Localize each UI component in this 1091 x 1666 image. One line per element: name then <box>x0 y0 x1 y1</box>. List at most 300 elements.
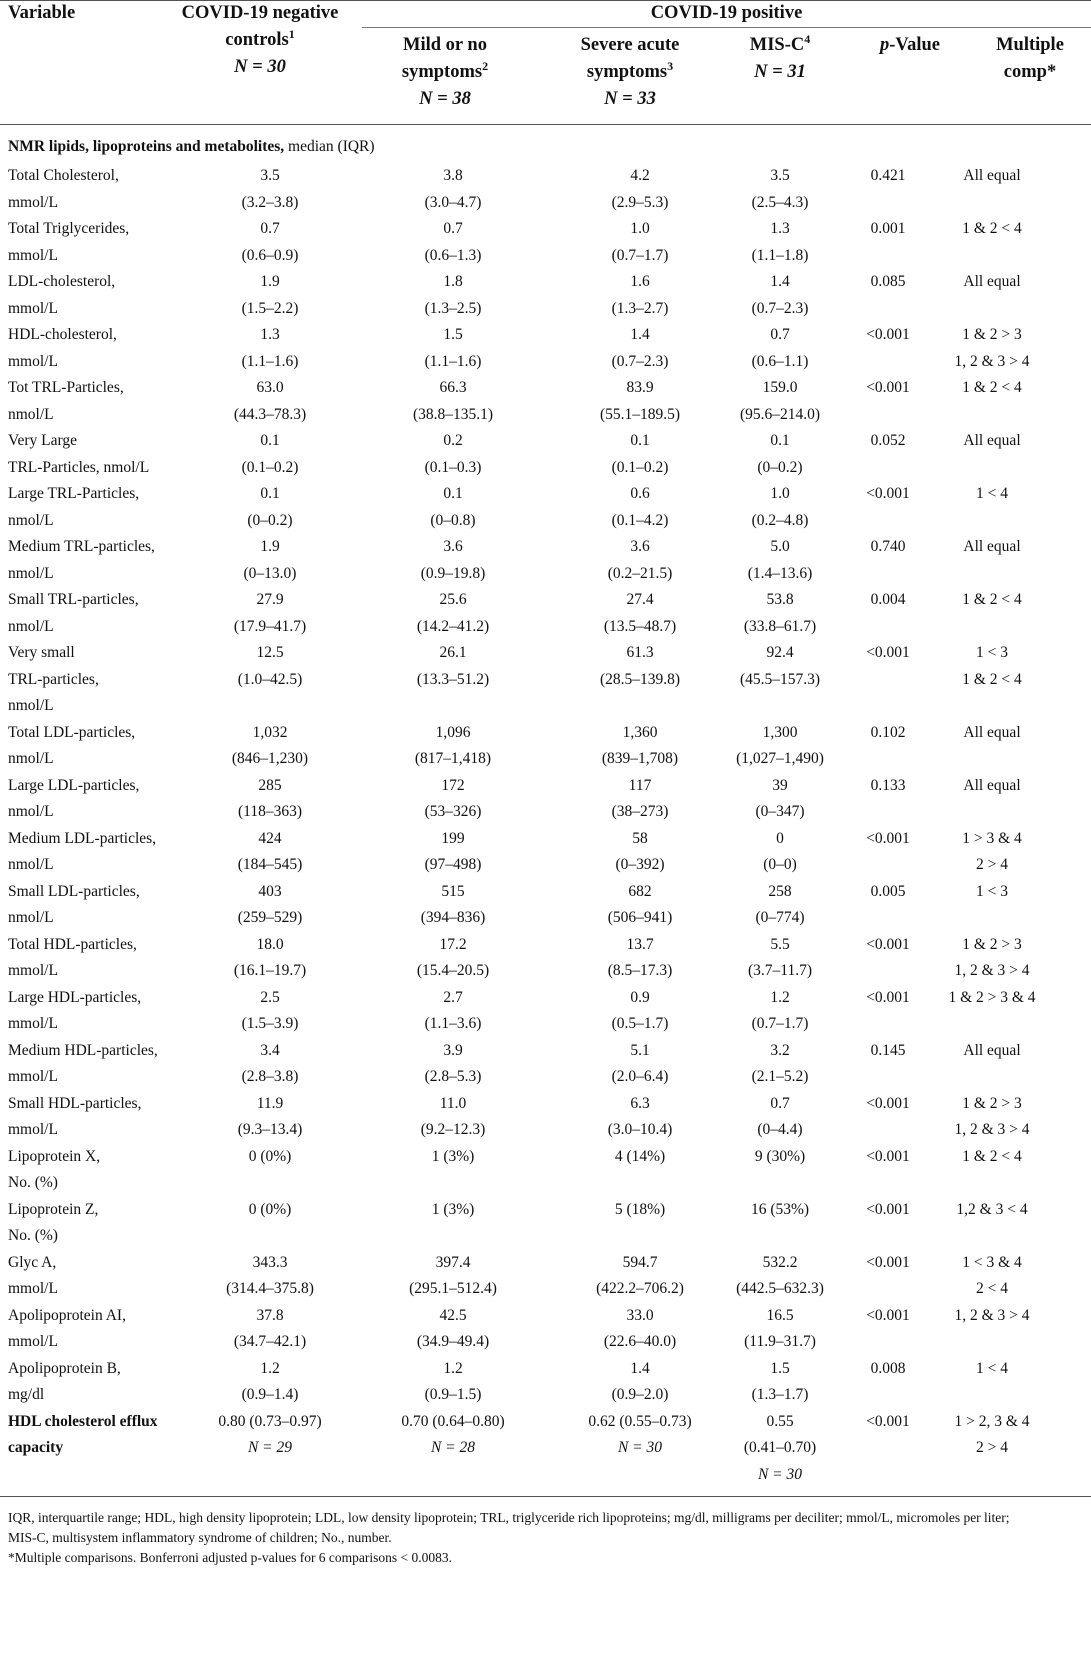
header-misc-sup: 4 <box>804 32 811 46</box>
header-severe-line1: Severe acute <box>580 35 680 55</box>
row-label: Total Triglycerides, <box>8 220 130 237</box>
row-iqr: (16.1–19.7) <box>233 962 307 979</box>
row-pvalue: <0.001 <box>866 1253 910 1271</box>
row-pvalue: 0.008 <box>870 1359 906 1377</box>
row-iqr: (53–326) <box>424 803 482 820</box>
row-median: 16 (53%) <box>750 1200 810 1218</box>
row-iqr: (22.6–40.0) <box>603 1333 677 1350</box>
row-unit: TRL-particles, <box>8 670 99 688</box>
header-negative-line2 <box>150 27 370 54</box>
row-iqr: (259–529) <box>237 909 303 926</box>
row-unit: nmol/L <box>8 750 54 767</box>
row-multiple-comp: 1 & 2 > 3 & 4 <box>948 988 1036 1006</box>
efflux-n: N = 30 <box>757 1465 803 1483</box>
row-iqr: (817–1,418) <box>414 750 492 767</box>
row-iqr: (9.2–12.3) <box>420 1121 486 1138</box>
header-severe <box>540 32 720 113</box>
row-median: 16.5 <box>766 1306 794 1324</box>
efflux-value: 0.55 <box>766 1412 794 1430</box>
row-iqr: (9.3–13.4) <box>237 1121 303 1138</box>
row-multiple-comp: 1 & 2 < 4 <box>962 220 1022 237</box>
row-multiple-comp: All equal <box>963 432 1021 449</box>
row-iqr: (0.9–1.4) <box>241 1386 299 1403</box>
efflux-n: N = 30 <box>617 1439 663 1456</box>
header-negative-sup: 1 <box>288 27 295 41</box>
row-iqr: (2.5–4.3) <box>751 193 809 211</box>
footnote-multiple-comparisons: *Multiple comparisons. Bonferroni adjusted p-values for 6 comparisons < 0.0083. <box>8 1550 453 1565</box>
row-iqr: (2.9–5.3) <box>611 193 669 211</box>
row-median: 0.7 <box>770 326 790 343</box>
efflux-n: N = 29 <box>247 1439 293 1456</box>
row-multiple-comp-2: 1 & 2 < 4 <box>962 670 1022 688</box>
row-median: 3.4 <box>260 1041 280 1059</box>
row-median: 27.4 <box>626 591 654 608</box>
row-pvalue: 0.133 <box>870 776 906 794</box>
row-multiple-comp: All equal <box>963 167 1021 184</box>
row-median: 2.7 <box>443 988 463 1006</box>
row-median: 1,360 <box>622 723 658 741</box>
row-median: 258 <box>768 882 792 900</box>
row-label: Total HDL-particles, <box>8 935 137 953</box>
row-iqr: (28.5–139.8) <box>599 670 681 688</box>
row-iqr: (0.7–2.3) <box>611 352 669 370</box>
row-unit: mmol/L <box>8 1280 58 1297</box>
row-iqr: (0.1–0.3) <box>424 458 482 476</box>
row-iqr: (0.9–1.5) <box>424 1386 482 1403</box>
efflux-multiple-comp: 1 > 2, 3 & 4 <box>954 1412 1030 1430</box>
row-median: 42.5 <box>439 1306 467 1324</box>
section-title <box>8 138 375 155</box>
row-label: Medium LDL-particles, <box>8 829 157 847</box>
efflux-iqr: (0.41–0.70) <box>743 1439 817 1456</box>
header-bottom-rule <box>0 124 1091 125</box>
row-median: 63.0 <box>256 379 284 396</box>
header-severe-n: N = 33 <box>604 89 656 109</box>
row-median: 0 (0%) <box>248 1200 292 1218</box>
row-median: 682 <box>628 882 652 900</box>
row-iqr: (3.7–11.7) <box>748 962 812 979</box>
row-label: Glyc A, <box>8 1253 57 1271</box>
efflux-value: 0.80 (0.73–0.97) <box>218 1412 322 1430</box>
row-label: Very Large <box>8 432 78 449</box>
row-median: 0.1 <box>630 432 650 449</box>
row-multiple-comp-2: 1, 2 & 3 > 4 <box>954 1121 1030 1138</box>
row-median: 199 <box>441 829 465 847</box>
row-label: Large HDL-particles, <box>8 988 142 1006</box>
header-severe-text: symptoms <box>586 62 668 82</box>
efflux-n: N = 28 <box>430 1439 476 1456</box>
row-pvalue: <0.001 <box>866 988 910 1006</box>
row-iqr: (2.0–6.4) <box>611 1068 669 1085</box>
row-iqr: (1.1–1.8) <box>751 246 809 264</box>
row-median: 1,032 <box>252 723 288 741</box>
row-unit: mmol/L <box>8 246 58 264</box>
row-median: 3.5 <box>770 167 790 184</box>
row-median: 1.6 <box>630 273 650 290</box>
row-unit: mg/dl <box>8 1386 45 1403</box>
row-iqr: (0.7–1.7) <box>751 1015 809 1032</box>
row-multiple-comp: 1 & 2 < 4 <box>962 1147 1022 1165</box>
header-negative-n: N = 30 <box>234 57 286 77</box>
row-median: 4 (14%) <box>614 1147 666 1165</box>
row-iqr: (0–13.0) <box>243 564 297 582</box>
row-iqr: (14.2–41.2) <box>416 617 490 635</box>
row-label: Total LDL-particles, <box>8 723 136 741</box>
row-iqr: (44.3–78.3) <box>233 405 307 423</box>
footnote-abbreviations-1: IQR, interquartile range; HDL, high density lipoprotein; LDL, low density lipoprotein; TRL, triglyceride rich lipoproteins; mg/dl, milligrams per deciliter; mmol/L, micromoles per liter; <box>8 1510 1010 1525</box>
row-iqr: (38.8–135.1) <box>412 405 494 423</box>
row-iqr: (45.5–157.3) <box>739 670 821 688</box>
row-median: 3.5 <box>260 167 280 184</box>
row-iqr: (442.5–632.3) <box>736 1280 824 1297</box>
row-median: 1.5 <box>443 326 463 343</box>
row-iqr: (0.2–4.8) <box>751 511 809 529</box>
row-multiple-comp-2: 1, 2 & 3 > 4 <box>954 962 1030 979</box>
row-median: 1.4 <box>630 1359 650 1377</box>
row-iqr: (1.4–13.6) <box>747 564 813 582</box>
row-iqr: (846–1,230) <box>231 750 309 767</box>
header-negative-controls <box>150 0 370 81</box>
row-pvalue: <0.001 <box>866 326 910 343</box>
row-iqr: (0–0) <box>763 856 797 873</box>
row-median: 3.8 <box>443 167 463 184</box>
row-pvalue: <0.001 <box>866 1094 910 1112</box>
row-iqr: (0–774) <box>755 909 805 926</box>
row-multiple-comp: 1 < 3 <box>976 882 1008 900</box>
row-median: 3.9 <box>443 1041 463 1059</box>
row-pvalue: 0.004 <box>870 591 906 608</box>
row-median: 5.0 <box>770 538 790 555</box>
row-iqr: (34.9–49.4) <box>416 1333 490 1350</box>
row-median: 3.6 <box>630 538 650 555</box>
row-median: 83.9 <box>626 379 654 396</box>
row-iqr: (1.1–1.6) <box>424 352 482 370</box>
header-mild-line1: Mild or no <box>403 35 487 55</box>
row-iqr: (1.5–3.9) <box>241 1015 299 1032</box>
row-iqr: (0.5–1.7) <box>611 1015 669 1032</box>
row-unit: mmol/L <box>8 962 58 979</box>
header-misc-text: MIS-C <box>749 35 805 55</box>
row-iqr: (839–1,708) <box>601 750 679 767</box>
row-unit: TRL-Particles, nmol/L <box>8 458 150 476</box>
row-iqr: (1.1–3.6) <box>424 1015 482 1032</box>
row-label: Very small <box>8 644 75 661</box>
row-unit: mmol/L <box>8 1015 58 1032</box>
row-iqr: (0.6–0.9) <box>241 246 299 264</box>
row-pvalue: 0.102 <box>870 723 906 741</box>
row-median: 33.0 <box>626 1306 654 1324</box>
row-iqr: (422.2–706.2) <box>596 1280 684 1297</box>
row-median: 1.3 <box>770 220 790 237</box>
row-iqr: (1.1–1.6) <box>241 352 299 370</box>
row-median: 117 <box>628 776 652 794</box>
row-median: 3.6 <box>443 538 463 555</box>
row-label: Apolipoprotein AI, <box>8 1306 126 1324</box>
row-median: 92.4 <box>766 644 794 661</box>
row-pvalue: 0.005 <box>870 882 906 900</box>
header-covid-positive: COVID-19 positive <box>650 3 803 23</box>
row-median: 5.5 <box>770 935 790 953</box>
row-unit: No. (%) <box>8 1227 58 1244</box>
header-multi-line1: Multiple <box>996 35 1064 55</box>
header-mild-sup: 2 <box>482 59 489 73</box>
row-multiple-comp-2: 2 < 4 <box>976 1280 1008 1297</box>
row-iqr: (0.9–19.8) <box>420 564 486 582</box>
row-iqr: (0.2–21.5) <box>607 564 673 582</box>
row-label: Large LDL-particles, <box>8 776 140 794</box>
efflux-label: HDL cholesterol efflux <box>8 1412 158 1430</box>
row-label: Lipoprotein Z, <box>8 1200 99 1218</box>
footnote-abbreviations-2: MIS-C, multisystem inflammatory syndrome of children; No., number. <box>8 1530 392 1545</box>
row-multiple-comp: All equal <box>963 1041 1021 1059</box>
row-median: 0.7 <box>260 220 280 237</box>
header-pvalue-p: p <box>880 35 890 55</box>
row-multiple-comp: All equal <box>963 538 1021 555</box>
row-median: 13.7 <box>626 935 654 953</box>
efflux-value: 0.62 (0.55–0.73) <box>588 1412 692 1430</box>
row-pvalue: <0.001 <box>866 829 910 847</box>
row-iqr: (2.1–5.2) <box>751 1068 809 1085</box>
row-iqr: (1.5–2.2) <box>241 299 299 317</box>
row-label: LDL-cholesterol, <box>8 273 116 290</box>
row-label: Medium HDL-particles, <box>8 1041 158 1059</box>
header-mild <box>355 32 535 113</box>
row-median: 18.0 <box>256 935 284 953</box>
row-median: 37.8 <box>256 1306 284 1324</box>
row-multiple-comp: All equal <box>963 776 1021 794</box>
positive-group-rule <box>362 27 1091 28</box>
row-pvalue: 0.001 <box>870 220 906 237</box>
row-iqr: (8.5–17.3) <box>607 962 673 979</box>
row-iqr: (295.1–512.4) <box>409 1280 497 1297</box>
row-unit: mmol/L <box>8 1333 58 1350</box>
row-iqr: (13.3–51.2) <box>416 670 490 688</box>
row-iqr: (0.7–1.7) <box>611 246 669 264</box>
row-median: 27.9 <box>256 591 284 608</box>
header-mild-text: symptoms <box>401 62 483 82</box>
row-median: 1.2 <box>443 1359 463 1377</box>
row-label: Tot TRL-Particles, <box>8 379 124 396</box>
row-median: 11.9 <box>256 1094 284 1112</box>
row-iqr: (0–0.8) <box>430 511 476 529</box>
row-multiple-comp: 1 & 2 < 4 <box>962 591 1022 608</box>
row-multiple-comp: 1, 2 & 3 > 4 <box>954 1306 1030 1324</box>
row-median: 0.1 <box>770 432 790 449</box>
row-iqr: (314.4–375.8) <box>226 1280 314 1297</box>
header-misc-n: N = 31 <box>754 62 806 82</box>
row-median: 1 (3%) <box>431 1200 475 1218</box>
row-iqr: (17.9–41.7) <box>233 617 307 635</box>
row-iqr: (0.1–4.2) <box>611 511 669 529</box>
row-iqr: (506–941) <box>607 909 673 926</box>
row-label: Small HDL-particles, <box>8 1094 142 1112</box>
row-iqr: (184–545) <box>237 856 303 873</box>
row-iqr: (0.6–1.3) <box>424 246 482 264</box>
row-median: 515 <box>441 882 465 900</box>
row-median: 9 (30%) <box>754 1147 806 1165</box>
header-negative-text: controls <box>225 30 289 50</box>
row-iqr: (2.8–5.3) <box>424 1068 482 1085</box>
row-median: 0 <box>776 829 784 847</box>
row-pvalue: 0.052 <box>870 432 906 449</box>
row-iqr: (33.8–61.7) <box>743 617 817 635</box>
header-misc <box>710 32 850 86</box>
header-pvalue-rest: -Value <box>889 35 940 55</box>
row-unit: nmol/L <box>8 803 54 820</box>
row-iqr: (13.5–48.7) <box>603 617 677 635</box>
row-unit: nmol/L <box>8 909 54 926</box>
row-iqr: (0–392) <box>615 856 665 873</box>
row-median: 66.3 <box>439 379 467 396</box>
row-label: Total Cholesterol, <box>8 167 119 184</box>
row-iqr: (2.8–3.8) <box>241 1068 299 1085</box>
row-iqr: (0–347) <box>755 803 805 820</box>
row-pvalue: <0.001 <box>866 1147 910 1165</box>
row-median: 3.2 <box>770 1041 790 1059</box>
row-median: 25.6 <box>439 591 467 608</box>
row-median: 0.7 <box>770 1094 790 1112</box>
row-iqr: (38–273) <box>611 803 669 820</box>
header-severe-sup: 3 <box>667 59 674 73</box>
row-multiple-comp-2: 1, 2 & 3 > 4 <box>954 352 1030 370</box>
row-median: 1.3 <box>260 326 280 343</box>
row-label: Small LDL-particles, <box>8 882 140 900</box>
row-median: 1.2 <box>260 1359 280 1377</box>
row-pvalue: <0.001 <box>866 485 910 502</box>
row-label: Lipoprotein X, <box>8 1147 101 1165</box>
row-unit: mmol/L <box>8 352 58 370</box>
row-unit: mmol/L <box>8 1121 58 1138</box>
header-multiple-comp <box>975 32 1085 86</box>
row-multiple-comp: 1 < 4 <box>976 485 1008 502</box>
row-iqr: (15.4–20.5) <box>416 962 490 979</box>
row-pvalue: <0.001 <box>866 379 910 396</box>
row-iqr: (0–0.2) <box>247 511 293 529</box>
row-pvalue: 0.421 <box>870 167 906 184</box>
row-multiple-comp: 1,2 & 3 < 4 <box>956 1200 1028 1218</box>
header-mild-n: N = 38 <box>419 89 471 109</box>
row-median: 403 <box>258 882 282 900</box>
row-iqr: (34.7–42.1) <box>233 1333 307 1350</box>
row-median: 5 (18%) <box>614 1200 666 1218</box>
row-iqr: (0.1–0.2) <box>241 458 299 476</box>
row-pvalue: 0.145 <box>870 1041 906 1059</box>
row-median: 424 <box>258 829 282 847</box>
row-unit: No. (%) <box>8 1174 58 1191</box>
row-median: 0.1 <box>260 485 280 502</box>
row-median: 26.1 <box>439 644 467 661</box>
row-iqr: (394–836) <box>420 909 486 926</box>
row-pvalue: <0.001 <box>866 1200 910 1218</box>
row-median: 1.8 <box>443 273 463 290</box>
row-iqr: (118–363) <box>238 803 302 820</box>
row-label: Small TRL-particles, <box>8 591 139 608</box>
section-title-rest: median (IQR) <box>284 138 375 155</box>
row-iqr: (55.1–189.5) <box>599 405 681 423</box>
row-median: 532.2 <box>762 1253 798 1271</box>
row-multiple-comp-2: 2 > 4 <box>976 856 1008 873</box>
row-label: HDL-cholesterol, <box>8 326 117 343</box>
row-median: 58 <box>632 829 648 847</box>
row-multiple-comp: 1 & 2 > 3 <box>962 1094 1022 1112</box>
row-median: 1.9 <box>260 538 280 555</box>
row-median: 594.7 <box>622 1253 658 1271</box>
row-median: 17.2 <box>439 935 467 953</box>
section-title-bold: NMR lipids, lipoproteins and metabolites, <box>8 138 285 155</box>
row-label: Apolipoprotein B, <box>8 1359 121 1377</box>
row-median: 172 <box>441 776 465 794</box>
row-median: 11.0 <box>439 1094 467 1112</box>
row-iqr: (1.3–1.7) <box>751 1386 809 1403</box>
header-pvalue <box>860 32 960 59</box>
row-label: Medium TRL-particles, <box>8 538 155 555</box>
row-pvalue: <0.001 <box>866 644 910 661</box>
row-median: 159.0 <box>762 379 798 396</box>
header-severe-line2 <box>540 59 720 86</box>
row-unit: mmol/L <box>8 299 58 317</box>
row-median: 0.6 <box>630 485 650 502</box>
header-multi-line2: comp* <box>1003 62 1057 82</box>
row-multiple-comp: 1 < 3 <box>976 644 1008 661</box>
row-unit: nmol/L <box>8 405 54 423</box>
row-iqr: (0.1–0.2) <box>611 458 669 476</box>
row-multiple-comp: 1 & 2 > 3 <box>962 326 1022 343</box>
row-median: 397.4 <box>435 1253 471 1271</box>
row-median: 1.5 <box>770 1359 790 1377</box>
row-iqr: (95.6–214.0) <box>739 405 821 423</box>
row-unit: nmol/L <box>8 564 54 582</box>
table-bottom-rule <box>0 1496 1091 1497</box>
row-iqr: (3.0–10.4) <box>607 1121 673 1138</box>
row-iqr: (97–498) <box>424 856 482 873</box>
header-negative-line1: COVID-19 negative <box>181 3 339 23</box>
row-median: 1.0 <box>770 485 790 502</box>
row-label: Large TRL-Particles, <box>8 485 140 502</box>
row-median: 39 <box>772 776 788 794</box>
row-multiple-comp: 1 & 2 < 4 <box>962 379 1022 396</box>
row-iqr: (0–0.2) <box>757 458 803 476</box>
row-median: 4.2 <box>630 167 650 184</box>
row-multiple-comp: All equal <box>963 273 1021 290</box>
row-median: 61.3 <box>626 644 654 661</box>
row-multiple-comp: 1 < 4 <box>976 1359 1008 1377</box>
row-unit-extra: nmol/L <box>8 697 54 714</box>
row-median: 1.0 <box>630 220 650 237</box>
row-median: 12.5 <box>256 644 284 661</box>
row-iqr: (0.9–2.0) <box>611 1386 669 1403</box>
row-median: 2.5 <box>260 988 280 1006</box>
row-iqr: (0.7–2.3) <box>751 299 809 317</box>
row-multiple-comp: 1 > 3 & 4 <box>962 829 1022 847</box>
row-iqr: (1.3–2.5) <box>424 299 482 317</box>
row-median: 0.1 <box>260 432 280 449</box>
row-multiple-comp: 1 & 2 > 3 <box>962 935 1022 953</box>
row-unit: nmol/L <box>8 511 54 529</box>
row-median: 53.8 <box>766 591 794 608</box>
efflux-pvalue: <0.001 <box>866 1412 910 1430</box>
row-multiple-comp: All equal <box>963 723 1021 741</box>
row-median: 1,096 <box>435 723 471 741</box>
row-pvalue: <0.001 <box>866 1306 910 1324</box>
row-median: 1.2 <box>770 988 790 1006</box>
row-median: 343.3 <box>252 1253 288 1271</box>
row-median: 1.4 <box>630 326 650 343</box>
row-iqr: (0.6–1.1) <box>751 352 809 370</box>
row-iqr: (1.0–42.5) <box>237 670 303 688</box>
header-mild-line2 <box>355 59 535 86</box>
row-unit: nmol/L <box>8 617 54 635</box>
efflux-label-2: capacity <box>8 1439 64 1456</box>
